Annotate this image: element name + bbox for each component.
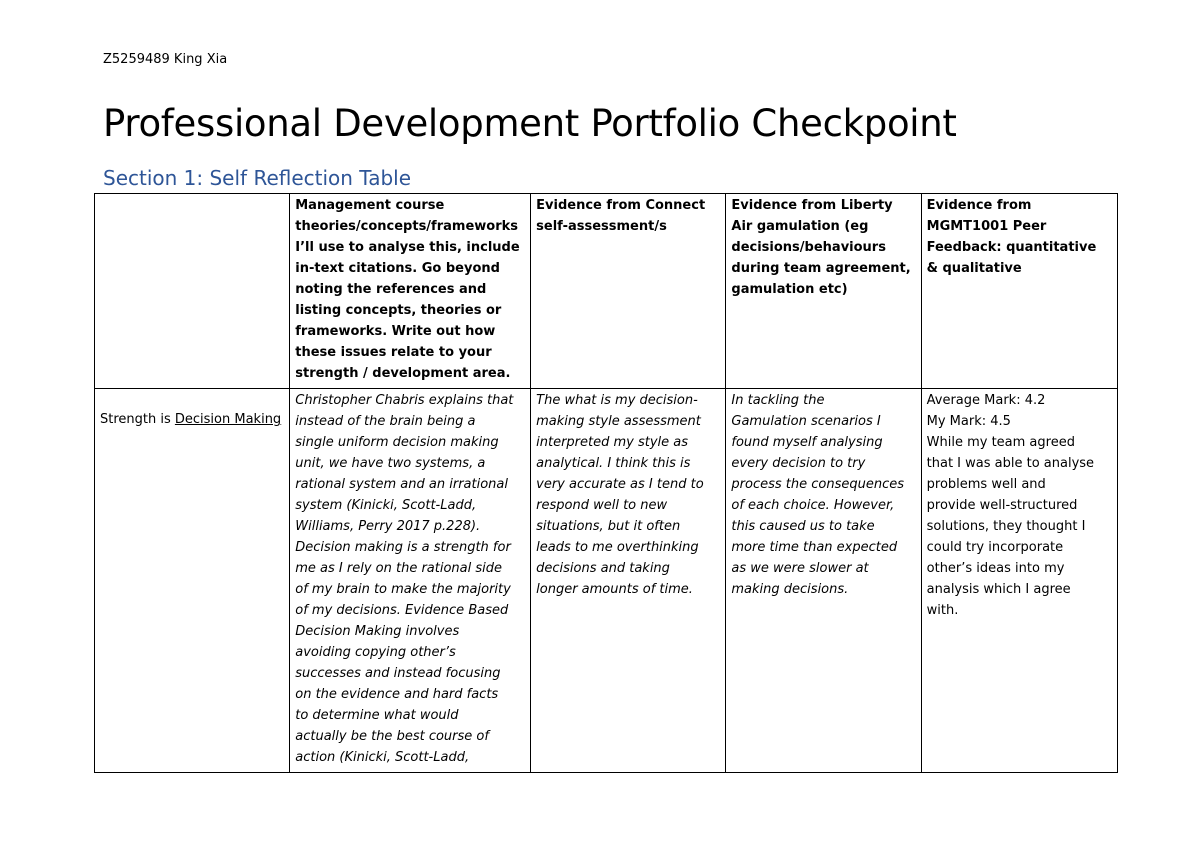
cell-text-line: other’s ideas into my — [926, 561, 1065, 576]
row-label-prefix: Strength is — [100, 412, 175, 427]
cell-text-line: situations, but it often — [536, 519, 681, 534]
cell-text-line: leads to me overthinking — [536, 540, 699, 555]
cell-text-line: Gamulation scenarios I — [731, 414, 881, 429]
header-cell-gamulation-evidence: Evidence from Liberty Air gamulation (eg decisions/behaviours during team agreement, gamulation etc) — [726, 194, 921, 389]
cell-text-line: single uniform decision making — [295, 435, 499, 450]
cell-text-line: more time than expected — [731, 540, 898, 555]
header-cell-connect-evidence: Evidence from Connect self-assessment/s — [531, 194, 726, 389]
header-cell-blank — [95, 194, 290, 389]
section-heading: Section 1: Self Reflection Table — [103, 166, 412, 190]
cell-text-line: with. — [926, 603, 959, 618]
cell-text-line: The what is my decision- — [536, 393, 698, 408]
header-cell-theories: Management course theories/concepts/frameworks I’ll use to analyse this, include in-text citations. Go beyond noting the references and listing concepts, theories or frameworks. Write out how these issues relate to your strength / development area. — [290, 194, 531, 389]
cell-text-line: to determine what would — [295, 708, 459, 723]
cell-text-line: actually be the best course of — [295, 729, 489, 744]
cell-text-line: that I was able to analyse — [926, 456, 1095, 471]
student-id-name: Z5259489 King Xia — [103, 52, 228, 67]
cell-text-line: on the evidence and hard facts — [295, 687, 499, 702]
cell-text-line: as we were slower at — [731, 561, 869, 576]
cell-text-line: could try incorporate — [926, 540, 1064, 555]
cell-text-line: action (Kinicki, Scott-Ladd, — [295, 750, 470, 765]
cell-text-line: solutions, they thought I — [926, 519, 1086, 534]
cell-text-line: While my team agreed — [926, 435, 1075, 450]
cell-text-line: longer amounts of time. — [536, 582, 693, 597]
cell-text-line: process the consequences — [731, 477, 904, 492]
cell-text-line: rational system and an irrational — [295, 477, 508, 492]
header-cell-peer-feedback: Evidence from MGMT1001 Peer Feedback: quantitative & qualitative — [921, 194, 1117, 389]
cell-text-line: of my brain to make the majority — [295, 582, 511, 597]
cell-peer-feedback — [921, 389, 1117, 773]
cell-text-line: provide well-structured — [926, 498, 1078, 513]
row-label-strength — [95, 389, 290, 773]
cell-text-line: analytical. I think this is — [536, 456, 691, 471]
cell-text-line: analysis which I agree — [926, 582, 1071, 597]
cell-text-line: avoiding copying other’s — [295, 645, 456, 660]
cell-text-line: every decision to try — [731, 456, 866, 471]
cell-text-line: of each choice. However, — [731, 498, 895, 513]
cell-text-line: Williams, Perry 2017 p.228). — [295, 519, 481, 534]
cell-text-line: In tackling the — [731, 393, 825, 408]
cell-text-line: Decision Making involves — [295, 624, 460, 639]
cell-text-line: Average Mark: 4.2 — [926, 393, 1046, 408]
cell-text-line: Decision making is a strength for — [295, 540, 511, 555]
cell-text-line: of my decisions. Evidence Based — [295, 603, 509, 618]
cell-text-line: unit, we have two systems, a — [295, 456, 486, 471]
cell-text-line: this caused us to take — [731, 519, 875, 534]
cell-text-line: Christopher Chabris explains that — [295, 393, 514, 408]
table-row — [95, 389, 1118, 773]
row-label-topic: Decision Making — [174, 412, 282, 427]
cell-text-line: instead of the brain being a — [295, 414, 476, 429]
cell-gamulation-evidence — [726, 389, 921, 773]
cell-text-line: decisions and taking — [536, 561, 670, 576]
cell-text-line: problems well and — [926, 477, 1046, 492]
cell-text-line: My Mark: 4.5 — [926, 414, 1011, 429]
cell-text-line: making decisions. — [731, 582, 849, 597]
cell-text-line: system (Kinicki, Scott-Ladd, — [295, 498, 477, 513]
cell-text-line: very accurate as I tend to — [536, 477, 704, 492]
self-reflection-table — [94, 193, 1118, 773]
document-title: Professional Development Portfolio Checkpoint — [103, 102, 957, 145]
cell-text-line: me as I rely on the rational side — [295, 561, 503, 576]
cell-theories — [290, 389, 531, 773]
cell-text-line: interpreted my style as — [536, 435, 689, 450]
cell-text-line: successes and instead focusing — [295, 666, 501, 681]
cell-text-line: making style assessment — [536, 414, 701, 429]
cell-text-line: found myself analysing — [731, 435, 883, 450]
cell-text-line: respond well to new — [536, 498, 668, 513]
table-header-row — [95, 194, 1118, 389]
cell-connect-evidence — [531, 389, 726, 773]
